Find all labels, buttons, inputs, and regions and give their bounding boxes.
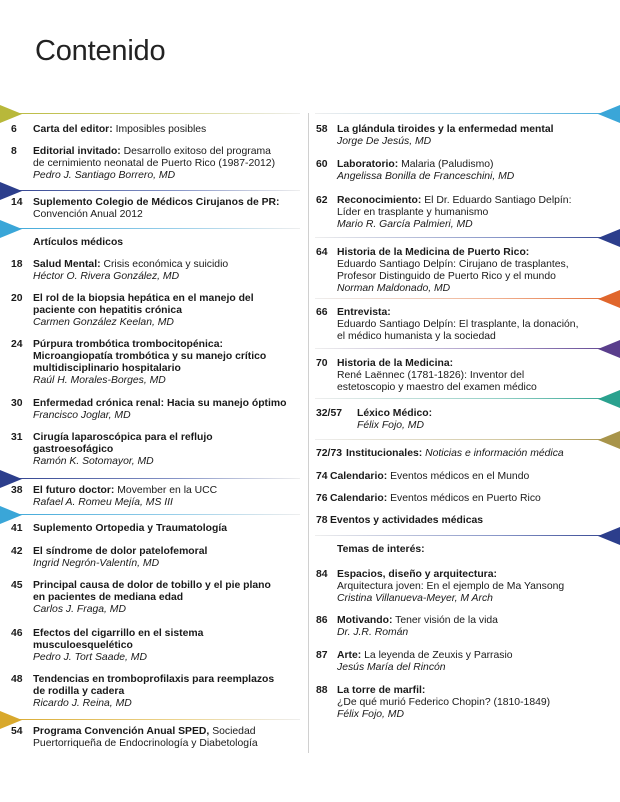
page-number: 62 — [316, 195, 328, 206]
divider-line — [315, 439, 620, 440]
entry-subtitle: Imposibles posibles — [115, 124, 207, 135]
divider-triangle — [0, 220, 22, 238]
divider-line — [315, 535, 620, 536]
entry-author: Ricardo J. Reina, MD — [33, 698, 132, 709]
entry-author: Félix Fojo, MD — [337, 709, 404, 720]
page-number: 46 — [11, 628, 23, 639]
entry-title: Cirugía laparoscópica para el reflujo — [33, 432, 213, 443]
entry-subtitle: Desarrollo exitoso del programa — [123, 146, 271, 157]
entry-title: Púrpura trombótica trombocitopénica: — [33, 339, 223, 350]
divider-line — [0, 719, 300, 720]
entry-subtitle: Sociedad — [212, 726, 256, 737]
divider-triangle — [0, 506, 22, 524]
divider-line — [0, 478, 300, 479]
divider-triangle — [598, 229, 620, 247]
entry-line: de rodilla y cadera — [33, 686, 125, 697]
entry-title: Salud Mental: — [33, 259, 101, 270]
entry-title: Suplemento Ortopedia y Traumatología — [33, 523, 227, 534]
entry-line: musculoesquelético — [33, 640, 133, 651]
entry-line: ¿De qué murió Federico Chopin? (1810-1849) — [337, 697, 551, 708]
divider-line — [0, 190, 300, 191]
entry-title: Entrevista: — [337, 307, 391, 318]
entry-author: Mario R. García Palmieri, MD — [337, 219, 473, 230]
entry-author: Ramón K. Sotomayor, MD — [33, 456, 154, 467]
entry-line: Profesor Distinguido de Puerto Rico y el mundo — [337, 271, 556, 282]
divider-line — [0, 228, 300, 229]
page-number: 74 — [316, 471, 328, 482]
entry-author: Jorge De Jesús, MD — [337, 136, 432, 147]
divider-triangle — [598, 431, 620, 449]
entry-title: Arte: — [337, 650, 362, 661]
entry-line: estetoscopio y maestro del examen médico — [337, 382, 537, 393]
entry-title: Calendario: — [330, 471, 388, 482]
divider-line — [315, 113, 620, 114]
divider-triangle — [0, 105, 22, 123]
entry-title: Léxico Médico: — [357, 408, 433, 419]
page-number: 41 — [11, 523, 23, 534]
divider-triangle — [598, 290, 620, 308]
section-heading: Temas de interés: — [337, 544, 425, 555]
entry-title: Historia de la Medicina: — [337, 358, 454, 369]
page-number: 86 — [316, 615, 328, 626]
entry-title: Efectos del cigarrillo en el sistema — [33, 628, 204, 639]
page-number: 76 — [316, 493, 328, 504]
entry-title: Motivando: — [337, 615, 393, 626]
entry-title: La torre de marfil: — [337, 685, 426, 696]
divider-line — [315, 237, 620, 238]
entry-subtitle: Eventos médicos en Puerto Rico — [390, 493, 541, 504]
entry-line: Microangiopatía trombótica y su manejo crítico — [33, 351, 267, 362]
page-number: 70 — [316, 358, 328, 369]
page-number: 8 — [11, 146, 17, 157]
entry-title: Institucionales: — [346, 448, 423, 459]
entry-line: René Laënnec (1781-1826): Inventor del — [337, 370, 525, 381]
page-number: 6 — [11, 124, 17, 135]
entry-author: Carmen González Keelan, MD — [33, 317, 174, 328]
entry-author: Raúl H. Morales-Borges, MD — [33, 375, 166, 386]
entry-title: El rol de la biopsia hepática en el manejo del — [33, 293, 254, 304]
page-number: 88 — [316, 685, 328, 696]
entry-title: Laboratorio: — [337, 159, 399, 170]
entry-author: Félix Fojo, MD — [357, 420, 424, 431]
page-number: 31 — [11, 432, 23, 443]
divider-line — [315, 298, 620, 299]
divider-triangle — [598, 390, 620, 408]
page-number: 58 — [316, 124, 328, 135]
entry-line: paciente con hepatitis crónica — [33, 305, 182, 316]
entry-author: Francisco Joglar, MD — [33, 410, 131, 421]
entry-line: Eduardo Santiago Delpín: Cirujano de trasplantes, — [337, 259, 569, 270]
entry-title: Eventos y actividades médicas — [330, 515, 484, 526]
entry-title: Suplemento Colegio de Médicos Cirujanos de PR: — [33, 197, 280, 208]
page-number: 64 — [316, 247, 328, 258]
entry-title: Carta del editor: — [33, 124, 113, 135]
entry-subtitle: La leyenda de Zeuxis y Parrasio — [364, 650, 513, 661]
entry-title: Espacios, diseño y arquitectura: — [337, 569, 497, 580]
page-number: 24 — [11, 339, 23, 350]
entry-line: Puertorriqueña de Endocrinología y Diabetología — [33, 738, 258, 749]
entry-author: Norman Maldonado, MD — [337, 283, 451, 294]
page-number: 72/73 — [316, 448, 343, 459]
entry-line: Eduardo Santiago Delpín: El trasplante, la donación, — [337, 319, 579, 330]
page-number: 84 — [316, 569, 328, 580]
entry-author: Rafael A. Romeu Mejía, MS III — [33, 497, 173, 508]
page-number: 66 — [316, 307, 328, 318]
entry-subtitle: Eventos médicos en el Mundo — [390, 471, 530, 482]
entry-subtitle: Crisis económica y suicidio — [103, 259, 229, 270]
entry-title: Calendario: — [330, 493, 388, 504]
entry-title: Reconocimiento: — [337, 195, 422, 206]
entry-author: Jesús María del Rincón — [337, 662, 446, 673]
entry-title: El síndrome de dolor patelofemoral — [33, 546, 208, 557]
entry-title: El futuro doctor: — [33, 485, 115, 496]
section-heading: Artículos médicos — [33, 237, 124, 248]
entry-author: Dr. J.R. Román — [337, 627, 409, 638]
page-number: 42 — [11, 546, 23, 557]
page-number: 87 — [316, 650, 328, 661]
divider-triangle — [598, 105, 620, 123]
column-separator — [308, 113, 309, 753]
entry-author: Pedro J. Santiago Borrero, MD — [33, 170, 176, 181]
entry-title: La glándula tiroides y la enfermedad mental — [337, 124, 554, 135]
divider-line — [315, 348, 620, 349]
entry-author: Angelissa Bonilla de Franceschini, MD — [337, 171, 515, 182]
page-number: 20 — [11, 293, 23, 304]
divider-line — [0, 113, 300, 114]
entry-subtitle: Movember en la UCC — [117, 485, 218, 496]
entry-title: Historia de la Medicina de Puerto Rico: — [337, 247, 530, 258]
divider-triangle — [598, 527, 620, 545]
page-number: 60 — [316, 159, 328, 170]
page-number: 18 — [11, 259, 23, 270]
entry-title: Principal causa de dolor de tobillo y el pie plano — [33, 580, 271, 591]
entry-line: gastroesofágico — [33, 444, 114, 455]
page-number: 54 — [11, 726, 23, 737]
entry-author: Pedro J. Tort Saade, MD — [33, 652, 147, 663]
page-number: 14 — [11, 197, 23, 208]
entry-title: Programa Convención Anual SPED, — [33, 726, 210, 737]
page-number: 45 — [11, 580, 23, 591]
entry-subtitle: El Dr. Eduardo Santiago Delpín: — [424, 195, 572, 206]
page-title: Contenido — [35, 35, 166, 67]
entry-line: en pacientes de mediana edad — [33, 592, 184, 603]
page-number: 48 — [11, 674, 23, 685]
entry-line: multidisciplinario hospitalario — [33, 363, 181, 374]
entry-author: Carlos J. Fraga, MD — [33, 604, 126, 615]
entry-line: Arquitectura joven: En el ejemplo de Ma Yansong — [337, 581, 565, 592]
page-number: 32/57 — [316, 408, 343, 419]
entry-title: Enfermedad crónica renal: Hacia su manejo óptimo — [33, 398, 287, 409]
entry-subtitle: Noticias e información médica — [425, 448, 564, 459]
entry-line: de cernimiento neonatal de Puerto Rico (1987-2012) — [33, 158, 276, 169]
entry-author: Cristina Villanueva-Meyer, M Arch — [337, 593, 493, 604]
entry-line: Convención Anual 2012 — [33, 209, 143, 220]
entry-line: el médico humanista y la sociedad — [337, 331, 496, 342]
entry-author: Ingrid Negrón-Valentín, MD — [33, 558, 160, 569]
entry-author: Héctor O. Rivera González, MD — [33, 271, 180, 282]
divider-triangle — [598, 340, 620, 358]
divider-line — [0, 514, 300, 515]
page-number: 78 — [316, 515, 328, 526]
page-number: 38 — [11, 485, 23, 496]
page-number: 30 — [11, 398, 23, 409]
entry-line: Líder en trasplante y humanismo — [337, 207, 489, 218]
entry-title: Editorial invitado: — [33, 146, 121, 157]
divider-line — [315, 398, 620, 399]
entry-subtitle: Malaria (Paludismo) — [401, 159, 494, 170]
entry-title: Tendencias en tromboprofilaxis para reemplazos — [33, 674, 275, 685]
entry-subtitle: Tener visión de la vida — [395, 615, 498, 626]
